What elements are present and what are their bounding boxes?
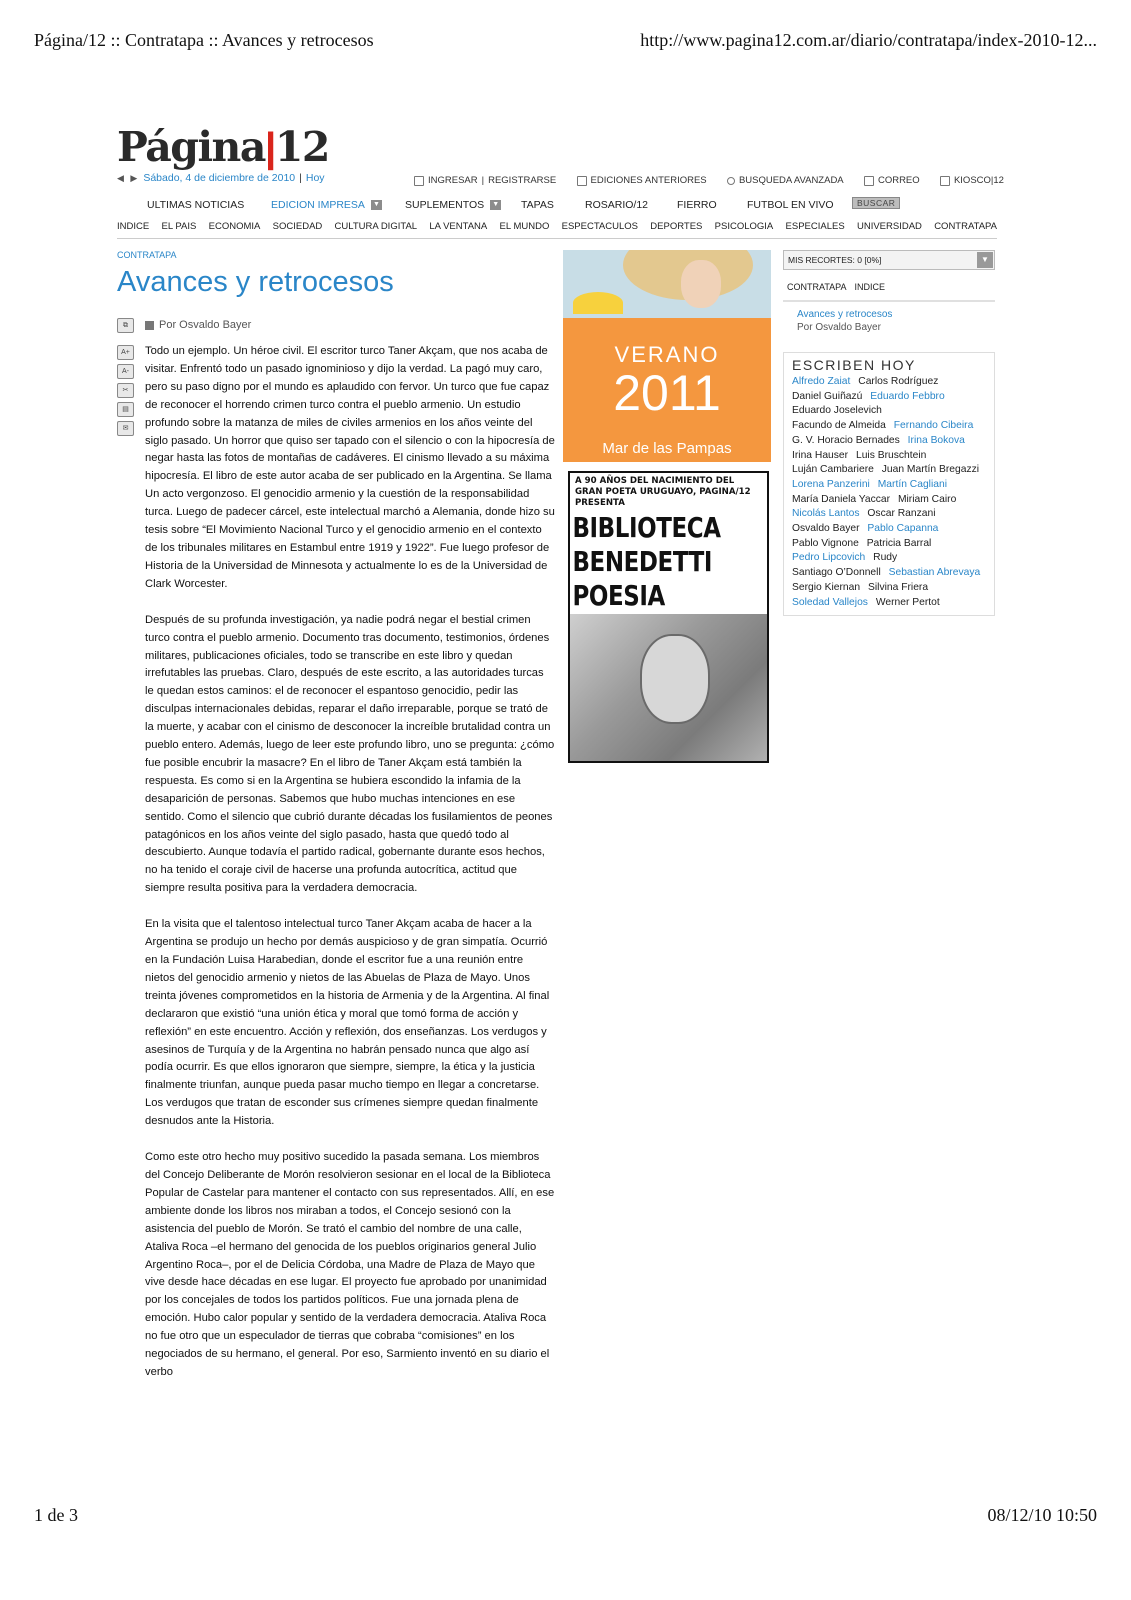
- article-paragraph: Después de su profunda investigación, ya nadie podrá negar el bestial crimen turco contra el pueblo armenio. Documento tras documento, testimonios, órdenes militares, publicaciones oficiales, todo se transcribe en este libro y quedan irrefutables las pruebas. Claro, después de este escrito, a las autoridades turcas le quedan estos caminos: el de reconocer el espantoso genocidio, pedir las disculpas internacionales debidas, reparar el daño irreparable, porque se trató de la muerte, y acabar con el cinismo de desconocer la increíble brutalidad contra un pueblo entero. Además, luego de leer este profundo libro, uno se pregunta: ¿cómo fue posible encubrir la masacre? En el libro de Taner Akçam está también la respuesta. Es como si en la Argentina se hubiera escondido la infamia de la desaparición de personas. Sabemos que hubo muchas intenciones en ese sentido. Como el silencio que cubrió durante décadas los fusilamientos de peones patagónicos en los años veinte del siglo pasado, hasta que quedó todo al descubierto. Aunque todavía el partido radical, gobernante durante esos hechos, no ha tenido el coraje civil de hacerse una profunda autocrítica, actitud que siempre resulta positiva para la verdadera democracia.: [145, 613, 555, 895]
- mail-link[interactable]: [864, 175, 920, 186]
- subnav-indice[interactable]: INDICE: [117, 221, 150, 232]
- font-decrease-button[interactable]: A-: [117, 364, 134, 379]
- today-link[interactable]: Hoy: [305, 172, 325, 184]
- subnav-economia[interactable]: ECONOMIA: [208, 221, 261, 232]
- author-link[interactable]: Martín Cagliani: [877, 478, 947, 490]
- author-link[interactable]: Facundo de Almeida: [792, 420, 886, 432]
- author-link[interactable]: Oscar Ranzani: [867, 508, 936, 520]
- logo-text-12: 12: [274, 123, 329, 171]
- author-link[interactable]: Daniel Guiñazú: [792, 390, 863, 402]
- author-link[interactable]: Alfredo Zaiat: [792, 376, 851, 387]
- author-link[interactable]: Carlos Rodríguez: [858, 376, 939, 387]
- nav-rosario12[interactable]: ROSARIO/12: [585, 199, 649, 211]
- logo-text-pagina: Página: [117, 123, 265, 171]
- ad-verano-2011[interactable]: [563, 250, 771, 462]
- article-body: [145, 343, 555, 1400]
- nav-suplementos[interactable]: [405, 199, 501, 211]
- advanced-search-link[interactable]: [727, 175, 844, 186]
- mail-label: CORREO: [877, 175, 920, 186]
- register-link[interactable]: REGISTRARSE: [488, 175, 557, 186]
- author-link[interactable]: María Daniela Yaccar: [792, 493, 891, 505]
- escriben-hoy-heading: ESCRIBEN HOY: [792, 357, 916, 373]
- archive-icon: [577, 176, 587, 186]
- login-link[interactable]: INGRESAR: [428, 175, 478, 186]
- dateline: [117, 172, 325, 184]
- nav-ultimas-noticias[interactable]: ULTIMAS NOTICIAS: [147, 199, 245, 211]
- search-icon: [727, 177, 735, 185]
- author-link[interactable]: Fernando Cibeira: [893, 420, 974, 432]
- author-link[interactable]: Santiago O’Donnell: [792, 567, 881, 579]
- edition-date: Sábado, 4 de diciembre de 2010: [143, 172, 296, 184]
- ad-benedetti-intro: A 90 AÑOS DEL NACIMIENTO DEL GRAN POETA URUGUAYO, PAGINA/12 PRESENTA: [575, 476, 751, 508]
- author-link[interactable]: Pablo Vignone: [792, 537, 859, 549]
- section-navigation: [117, 221, 997, 239]
- nav-futbol-en-vivo[interactable]: FUTBOL EN VIVO: [747, 199, 834, 211]
- print-icon[interactable]: ▤: [117, 402, 134, 417]
- nav-suplementos-label: SUPLEMENTOS: [405, 199, 485, 211]
- ad-benedetti-photo: [570, 614, 767, 763]
- print-footer: [34, 1505, 1097, 1535]
- mis-recortes-label: MIS RECORTES: 0 [0%]: [788, 255, 882, 265]
- print-page-title: Página/12 :: Contratapa :: Avances y retrocesos: [34, 30, 374, 50]
- article-paragraph: Todo un ejemplo. Un héroe civil. El escritor turco Taner Akçam, que nos acaba de visitar. Enfrentó todo un pasado ignominioso y dijo la verdad. La pagó muy caro, pero su paso digno por el mundo es aplaudido con fervor. Un turco que fue capaz de reconocer el horrendo crimen turco contra el pueblo armenio. Un estudio profundo sobre la matanza de miles de civiles armenios en los años veinte del siglo pasado. Un horror que quiso ser tapado con el silencio o con la hipocresía de negar hasta las fotos de montañas de cadáveres. El cinismo llevado a su máxima hipocresía. El libro de este autor acaba de ser publicado en la Argentina. Se llama Un acto vergonzoso. El genocidio armenio y la cuestión de la responsabilidad turca. Luego de padecer cárcel, este intelectual marchó a Alemania, donde hizo su tesis sobre “El Movimiento Nacional Turco y el genocidio armenio en el contexto de los tribunales militares en Estambul entre 1919 y 1922”. Fue luego profesor de Historia de la Universidad de Minnesota y actualmente lo es de la Universidad de Clark Worcester.: [145, 345, 555, 590]
- print-page-number: 1 de 3: [34, 1505, 78, 1525]
- author-link[interactable]: Pablo Capanna: [867, 523, 939, 535]
- dateline-separator: |: [299, 172, 302, 184]
- author-link[interactable]: Eduardo Febbro: [870, 390, 945, 402]
- current-article-author: Por Osvaldo Bayer: [797, 322, 881, 333]
- subnav-el-mundo[interactable]: EL MUNDO: [499, 221, 550, 232]
- cart-icon: [940, 176, 950, 186]
- section-label[interactable]: CONTRATAPA: [117, 250, 177, 260]
- subnav-contratapa[interactable]: CONTRATAPA: [934, 221, 997, 232]
- article-paragraph: Como este otro hecho muy positivo sucedido la pasada semana. Los miembros del Concejo Deliberante de Morón resolvieron sesionar en el local de la Biblioteca Popular de Castelar para mantener el contacto con sus representados. Allí, en ese ambiente donde los libros nos miraban a todos, el Concejo sesionó con la asistencia del pueblo de Morón. Se trató el cambio del nombre de una calle, Ataliva Roca –el hermano del genocida de los pueblos originarios general Julio Argentino Roca–, por el de Delicia Córdoba, una Madre de Plaza de Mayo que vive desde hace décadas en ese lugar. El proyecto fue aprobado por unanimidad por los concejales de todos los partidos políticos. Fue una jornada plena de emoción. Hubo calor popular y sentido de la verdadera democracia. Ataliva Roca no fue otro que un especulador de tierras que cobraba “comisiones” en los negociados de su hermano, el general. Por eso, Sarmiento inventó en su diario el verbo: [145, 1151, 555, 1378]
- nav-edicion-impresa-label: EDICION IMPRESA: [271, 199, 365, 211]
- author-link[interactable]: Luján Cambariere: [792, 464, 874, 476]
- author-link[interactable]: Rudy: [873, 552, 898, 564]
- font-increase-button[interactable]: A+: [117, 345, 134, 360]
- nav-edicion-impresa[interactable]: [271, 199, 382, 211]
- print-header: [34, 30, 1097, 60]
- kiosco-label: KIOSCO|12: [953, 175, 1004, 186]
- clip-scissors-icon[interactable]: ✂: [117, 383, 134, 398]
- chevron-down-icon[interactable]: ▼: [977, 252, 993, 268]
- ad-verano-year: 2011: [613, 365, 721, 421]
- current-article-link[interactable]: Avances y retrocesos: [797, 309, 893, 320]
- dropdown-arrow-icon[interactable]: ▼: [490, 200, 501, 210]
- author-link[interactable]: Soledad Vallejos: [792, 596, 868, 608]
- subnav-universidad[interactable]: UNIVERSIDAD: [856, 221, 922, 232]
- authors-list: [792, 375, 988, 610]
- author-link[interactable]: Silvina Friera: [868, 581, 929, 593]
- sidebar-link-contratapa[interactable]: CONTRATAPA: [787, 282, 847, 292]
- email-article-icon[interactable]: ✉: [117, 421, 134, 436]
- prev-next-arrows-icon[interactable]: ◀ ▶: [117, 172, 140, 183]
- author-link[interactable]: Juan Martín Bregazzi: [881, 464, 980, 476]
- login-separator: |: [481, 175, 485, 186]
- subnav-la-ventana[interactable]: LA VENTANA: [429, 221, 488, 232]
- subnav-psicologia[interactable]: PSICOLOGIA: [714, 221, 774, 232]
- ad-benedetti-line3: POESIA: [572, 579, 665, 612]
- print-datetime: 08/12/10 10:50: [987, 1505, 1097, 1525]
- article-tools: [117, 318, 135, 436]
- share-icon[interactable]: ⧉: [117, 318, 134, 333]
- author-link[interactable]: Sergio Kiernan: [792, 581, 861, 593]
- byline: [145, 319, 251, 331]
- subnav-deportes[interactable]: DEPORTES: [650, 221, 703, 232]
- subnav-sociedad[interactable]: SOCIEDAD: [272, 221, 323, 232]
- subnav-el-pais[interactable]: EL PAIS: [161, 221, 197, 232]
- subnav-especiales[interactable]: ESPECIALES: [785, 221, 845, 232]
- ad-portrait-shape: [640, 634, 710, 724]
- logo-bar: |: [264, 124, 275, 170]
- ad-benedetti-line1: BIBLIOTECA: [572, 511, 721, 544]
- envelope-icon: [864, 176, 874, 186]
- top-utility-bar: [414, 175, 1004, 186]
- author-link[interactable]: Patricia Barral: [866, 537, 932, 549]
- author-link[interactable]: Luis Bruschtein: [855, 449, 927, 461]
- author-name: Por Osvaldo Bayer: [159, 319, 252, 331]
- current-article-box: [783, 302, 995, 340]
- author-link[interactable]: Osvaldo Bayer: [792, 523, 860, 535]
- escriben-hoy-box: [783, 352, 995, 616]
- dropdown-arrow-icon[interactable]: ▼: [371, 200, 382, 210]
- sidebar-link-indice[interactable]: INDICE: [854, 282, 886, 292]
- mis-recortes-dropdown[interactable]: [783, 250, 995, 270]
- ad-biblioteca-benedetti[interactable]: [568, 471, 769, 763]
- author-link[interactable]: Miriam Cairo: [897, 493, 957, 505]
- user-icon: [414, 176, 424, 186]
- author-link[interactable]: Lorena Panzerini: [792, 478, 870, 490]
- author-link[interactable]: Nicolás Lantos: [792, 508, 860, 520]
- previous-editions-link[interactable]: [577, 175, 707, 186]
- sidebar-links: [783, 282, 995, 302]
- right-sidebar: [783, 250, 995, 616]
- ad-face-shape: [681, 260, 721, 308]
- article-paragraph: En la visita que el talentoso intelectual turco Taner Akçam acaba de hacer a la Argentina se produjo un hecho por demás auspicioso y de gran simpatía. Ocurrió en la Fundación Luisa Harabedian, donde el escritor fue a una reunión entre nietos del genocidio armenio y nietos de las Abuelas de Plaza de Mayo. Unos treinta jóvenes comprometidos en la historia de Armenia y de la Argentina. Al final declararon que existió “una unión ética y moral que tomó forma de acción y reflexión” en este encuentro. Acción y reflexión, dos enseñanzas. Los verdugos y asesinos de Turquía y de la Argentina no habrán pensado nunca que algo así podía ocurrir. Es que ellos ignoraron que siempre, siempre, la ética y la justicia finalmente triunfan, aunque pueda pasar mucho tiempo en llegar a concretarse. Los verdugos que tratan de esconder sus crímenes siempre quedan finalmente desnudos ante la Historia.: [145, 918, 550, 1128]
- author-link[interactable]: Sebastian Abrevaya: [888, 567, 981, 579]
- previous-editions-label: EDICIONES ANTERIORES: [590, 175, 707, 186]
- author-link[interactable]: Pedro Lipcovich: [792, 552, 866, 564]
- ad-umbrella-shape: [573, 292, 623, 314]
- pagina12-logo[interactable]: [117, 123, 329, 171]
- nav-fierro[interactable]: FIERRO: [677, 199, 717, 211]
- print-url: http://www.pagina12.com.ar/diario/contratapa/index-2010-12...: [640, 30, 1097, 50]
- ad-benedetti-line2: BENEDETTI: [572, 545, 713, 578]
- kiosco-link[interactable]: [940, 175, 1004, 186]
- ad-verano-label: VERANO: [614, 342, 720, 367]
- advanced-search-label: BUSQUEDA AVANZADA: [738, 175, 844, 186]
- article-title: Avances y retrocesos: [117, 266, 394, 298]
- author-link[interactable]: Irina Hauser: [792, 449, 849, 461]
- author-link[interactable]: G. V. Horacio Bernades: [792, 434, 900, 446]
- author-link[interactable]: Werner Pertot: [875, 596, 940, 608]
- ad-verano-place: Mar de las Pampas: [602, 440, 732, 457]
- search-button[interactable]: BUSCAR: [852, 197, 900, 209]
- author-bullet-icon: [145, 321, 154, 330]
- nav-tapas[interactable]: TAPAS: [521, 199, 554, 211]
- subnav-cultura-digital[interactable]: CULTURA DIGITAL: [334, 221, 418, 232]
- author-link[interactable]: Irina Bokova: [907, 434, 965, 446]
- login-register: [414, 175, 556, 186]
- author-link[interactable]: Eduardo Joselevich: [792, 405, 882, 417]
- subnav-espectaculos[interactable]: ESPECTACULOS: [561, 221, 638, 232]
